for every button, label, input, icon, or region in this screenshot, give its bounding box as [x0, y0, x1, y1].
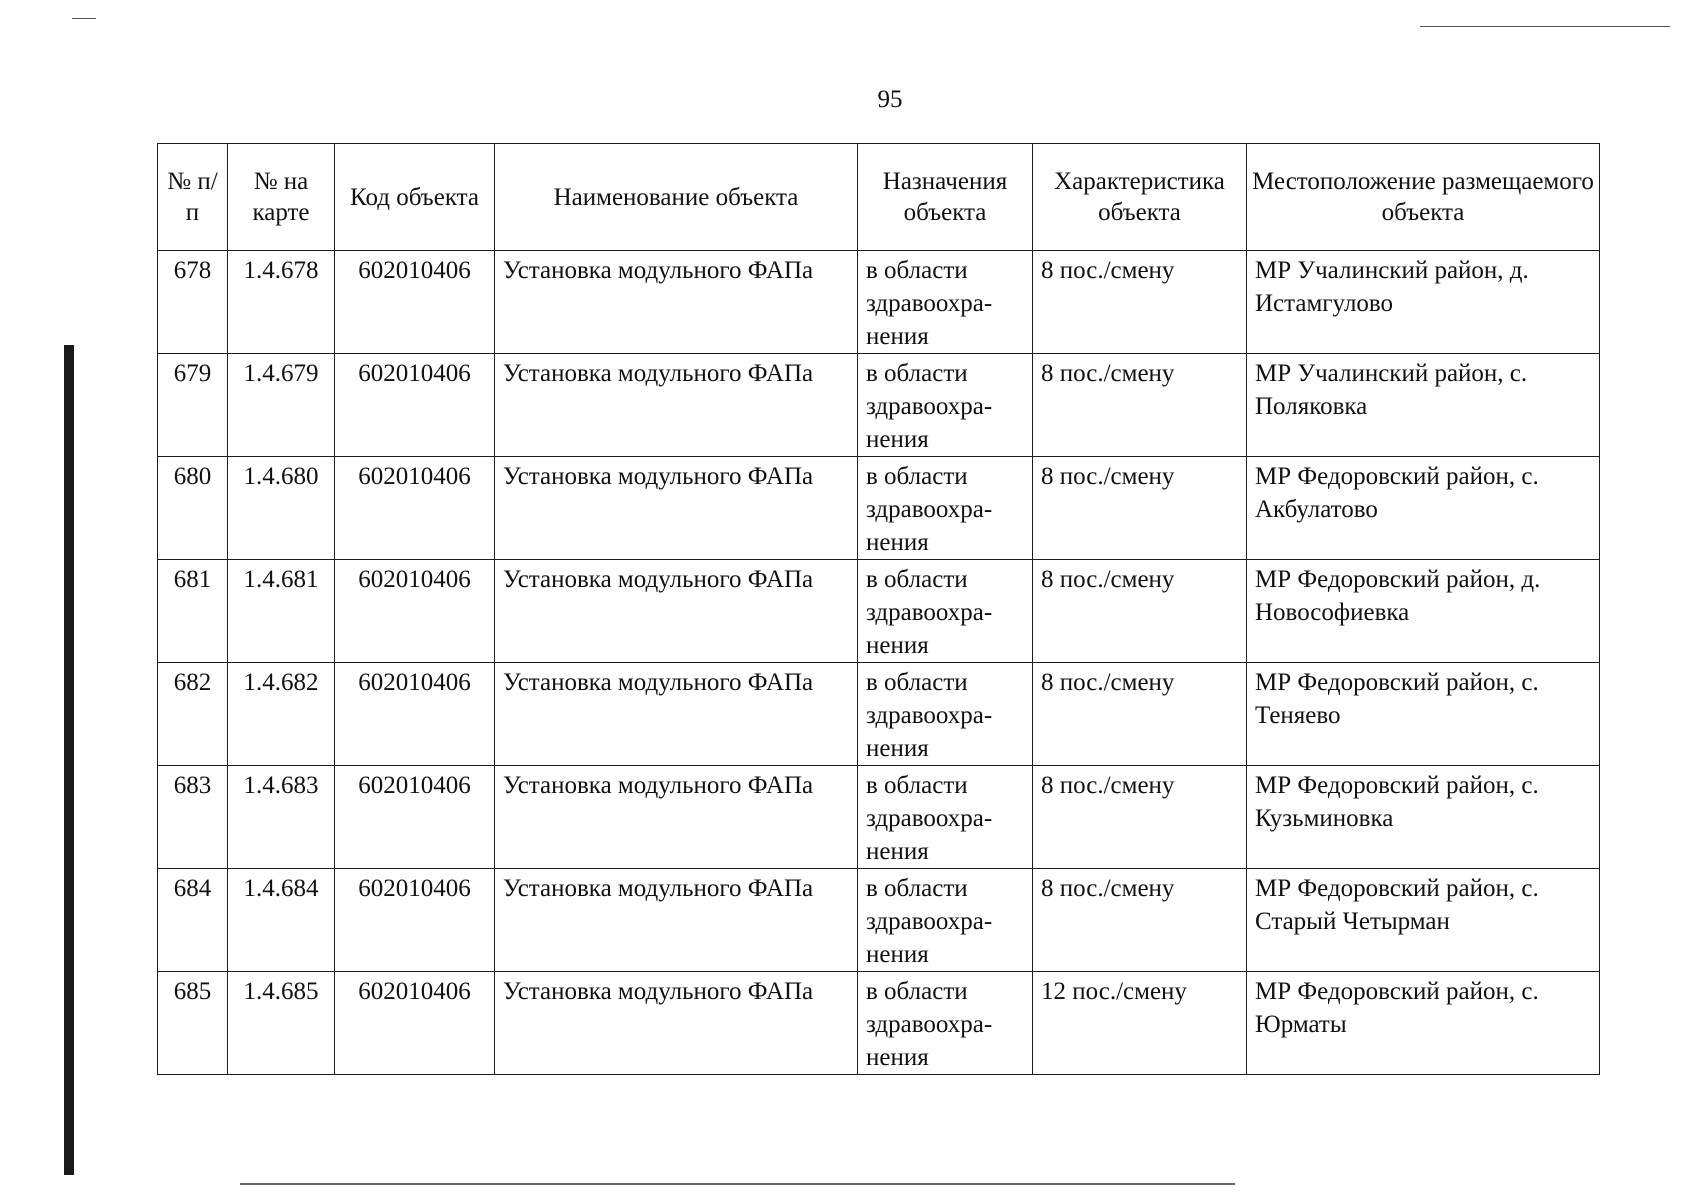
cell-name: Установка модульного ФАПа	[495, 560, 858, 663]
cell-characteristic: 8 пос./смену	[1033, 251, 1247, 354]
cell-map-num: 1.4.682	[228, 663, 335, 766]
cell-num: 679	[158, 354, 228, 457]
header-purpose: Назначения объекта	[858, 144, 1033, 251]
cell-num: 678	[158, 251, 228, 354]
cell-purpose: в области здравоохра-нения	[858, 457, 1033, 560]
cell-map-num: 1.4.684	[228, 869, 335, 972]
table-row	[158, 251, 1600, 354]
scan-artifact-line	[1420, 26, 1670, 27]
cell-code: 602010406	[335, 251, 495, 354]
table-row	[158, 560, 1600, 663]
cell-code: 602010406	[335, 457, 495, 560]
cell-num: 680	[158, 457, 228, 560]
cell-purpose: в области здравоохра-нения	[858, 766, 1033, 869]
cell-location: МР Федоровский район, с. Теняево	[1247, 663, 1600, 766]
cell-code: 602010406	[335, 560, 495, 663]
cell-characteristic: 8 пос./смену	[1033, 766, 1247, 869]
cell-characteristic: 8 пос./смену	[1033, 457, 1247, 560]
cell-purpose: в области здравоохра-нения	[858, 663, 1033, 766]
cell-location: МР Федоровский район, с. Старый Четырман	[1247, 869, 1600, 972]
cell-name: Установка модульного ФАПа	[495, 251, 858, 354]
table-row	[158, 869, 1600, 972]
cell-characteristic: 8 пос./смену	[1033, 354, 1247, 457]
header-location: Местоположение размещаемого объекта	[1247, 144, 1600, 251]
cell-num: 682	[158, 663, 228, 766]
cell-map-num: 1.4.679	[228, 354, 335, 457]
header-characteristic: Характеристика объекта	[1033, 144, 1247, 251]
table-row	[158, 457, 1600, 560]
cell-name: Установка модульного ФАПа	[495, 766, 858, 869]
cell-purpose: в области здравоохра-нения	[858, 869, 1033, 972]
cell-purpose: в области здравоохра-нения	[858, 560, 1033, 663]
header-name: Наименование объекта	[495, 144, 858, 251]
table-row	[158, 972, 1600, 1075]
cell-name: Установка модульного ФАПа	[495, 457, 858, 560]
table-row	[158, 354, 1600, 457]
cell-characteristic: 8 пос./смену	[1033, 869, 1247, 972]
cell-characteristic: 12 пос./смену	[1033, 972, 1247, 1075]
objects-table	[157, 143, 1600, 1075]
cell-purpose: в области здравоохра-нения	[858, 972, 1033, 1075]
cell-code: 602010406	[335, 869, 495, 972]
cell-code: 602010406	[335, 766, 495, 869]
scan-artifact-line	[72, 18, 96, 19]
cell-location: МР Федоровский район, с. Юрматы	[1247, 972, 1600, 1075]
cell-location: МР Федоровский район, д. Новософиевка	[1247, 560, 1600, 663]
cell-map-num: 1.4.678	[228, 251, 335, 354]
scan-artifact-edge	[64, 345, 74, 1175]
table-row	[158, 663, 1600, 766]
cell-characteristic: 8 пос./смену	[1033, 560, 1247, 663]
cell-location: МР Федоровский район, с. Кузьминовка	[1247, 766, 1600, 869]
cell-num: 684	[158, 869, 228, 972]
cell-location: МР Федоровский район, с. Акбулатово	[1247, 457, 1600, 560]
header-num: № п/п	[158, 144, 228, 251]
cell-map-num: 1.4.681	[228, 560, 335, 663]
cell-map-num: 1.4.685	[228, 972, 335, 1075]
cell-purpose: в области здравоохра-нения	[858, 354, 1033, 457]
header-code: Код объекта	[335, 144, 495, 251]
header-map-num: № на карте	[228, 144, 335, 251]
scan-artifact-line	[240, 1183, 1235, 1185]
cell-location: МР Учалинский район, с. Поляковка	[1247, 354, 1600, 457]
cell-num: 685	[158, 972, 228, 1075]
cell-code: 602010406	[335, 354, 495, 457]
cell-name: Установка модульного ФАПа	[495, 972, 858, 1075]
table-row	[158, 766, 1600, 869]
page-number: 95	[877, 86, 903, 113]
cell-characteristic: 8 пос./смену	[1033, 663, 1247, 766]
cell-code: 602010406	[335, 663, 495, 766]
cell-name: Установка модульного ФАПа	[495, 869, 858, 972]
cell-location: МР Учалинский район, д. Истамгулово	[1247, 251, 1600, 354]
cell-num: 681	[158, 560, 228, 663]
cell-code: 602010406	[335, 972, 495, 1075]
cell-name: Установка модульного ФАПа	[495, 663, 858, 766]
cell-name: Установка модульного ФАПа	[495, 354, 858, 457]
cell-purpose: в области здравоохра-нения	[858, 251, 1033, 354]
cell-map-num: 1.4.680	[228, 457, 335, 560]
table-header-row	[158, 144, 1600, 251]
cell-num: 683	[158, 766, 228, 869]
cell-map-num: 1.4.683	[228, 766, 335, 869]
